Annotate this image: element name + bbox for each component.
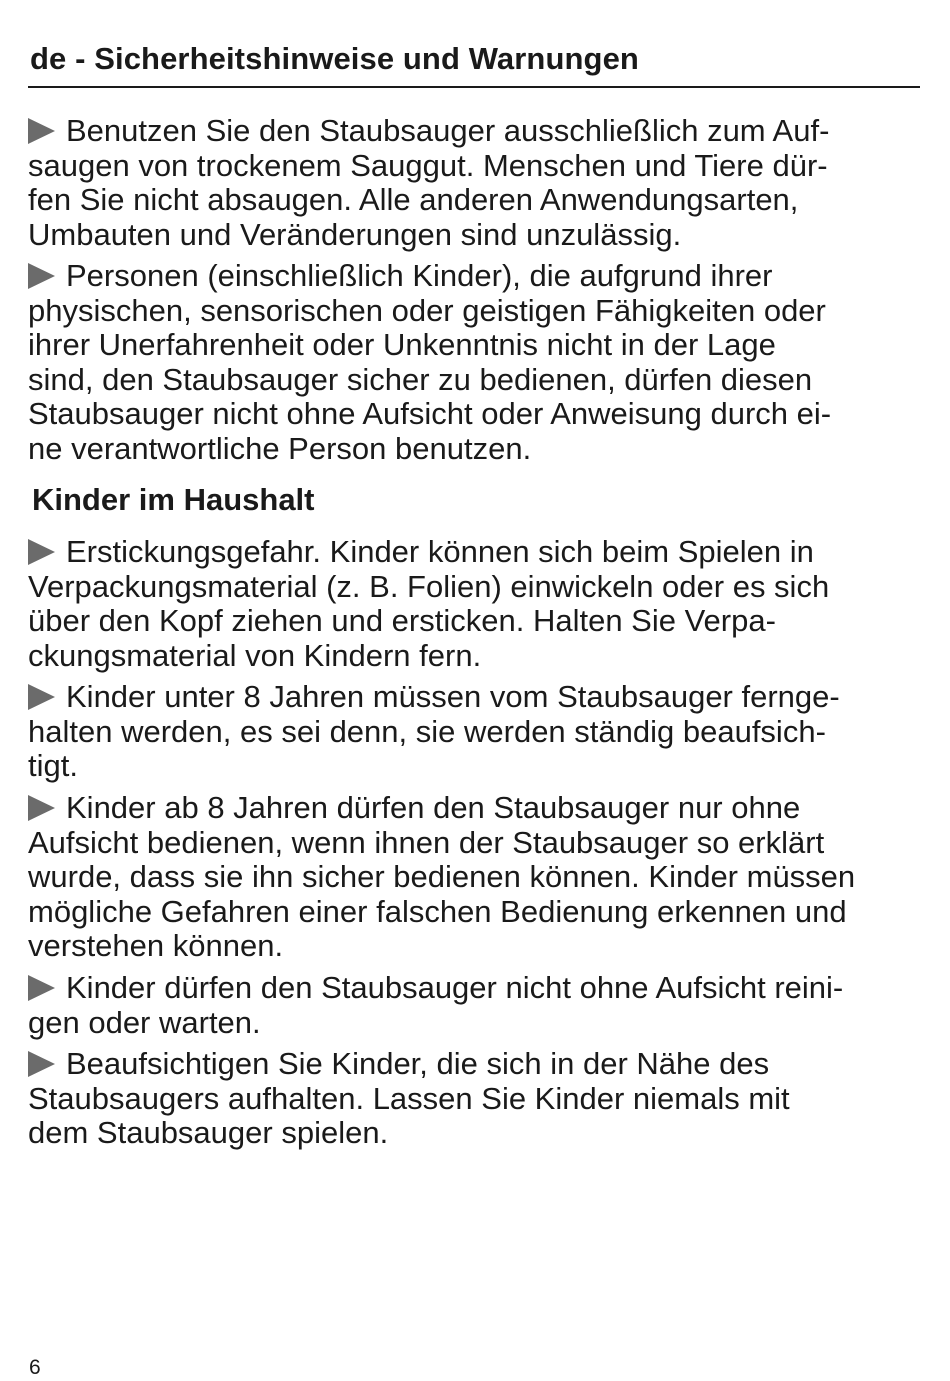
paragraph-line: Kinder ab 8 Jahren dürfen den Staubsauger nur ohne [28, 791, 920, 826]
paragraph-line: Beaufsichtigen Sie Kinder, die sich in der Nähe des [28, 1047, 920, 1082]
paragraph-line: sind, den Staubsauger sicher zu bedienen, dürfen diesen [28, 361, 813, 397]
safety-paragraph [28, 971, 920, 1040]
paragraph-line: Kinder dürfen den Staubsauger nicht ohne Aufsicht reini- [28, 971, 920, 1006]
safety-paragraph [28, 535, 920, 673]
safety-paragraph [28, 791, 920, 964]
safety-paragraph [28, 1047, 920, 1151]
page-title: de - Sicherheitshinweise und Warnungen [30, 41, 639, 76]
paragraph-line: über den Kopf ziehen und ersticken. Halten Sie Verpa- [28, 603, 776, 639]
paragraph-line: Kinder unter 8 Jahren müssen vom Staubsauger fernge- [28, 680, 920, 715]
paragraph-line: Umbauten und Veränderungen sind unzulässig. [28, 216, 682, 252]
triangle-right-icon [28, 684, 55, 710]
page-header [28, 38, 920, 88]
paragraph-line: verstehen können. [28, 928, 284, 964]
triangle-right-icon [28, 975, 55, 1001]
paragraph-line: Benutzen Sie den Staubsauger ausschließlich zum Auf- [28, 114, 920, 149]
paragraph-line: Erstickungsgefahr. Kinder können sich beim Spielen in [28, 535, 920, 570]
paragraph-line: Staubsaugers aufhalten. Lassen Sie Kinder niemals mit [28, 1080, 790, 1116]
triangle-right-icon [28, 539, 55, 565]
triangle-right-icon [28, 795, 55, 821]
safety-paragraph [28, 680, 920, 784]
paragraph-line: fen Sie nicht absaugen. Alle anderen Anwendungsarten, [28, 182, 799, 218]
paragraph-line: halten werden, es sei denn, sie werden ständig beaufsich- [28, 713, 826, 749]
paragraph-line: dem Staubsauger spielen. [28, 1115, 389, 1151]
paragraph-line: Staubsauger nicht ohne Aufsicht oder Anweisung durch ei- [28, 396, 832, 432]
paragraph-line: physischen, sensorischen oder geistigen Fähigkeiten oder [28, 292, 826, 328]
safety-paragraph [28, 114, 920, 252]
paragraph-line: ckungsmaterial von Kindern fern. [28, 637, 482, 673]
paragraph-line: gen oder warten. [28, 1004, 261, 1040]
paragraph-line: tigt. [28, 748, 78, 784]
page-number: 6 [29, 1356, 41, 1379]
paragraph-line: saugen von trockenem Sauggut. Menschen und Tiere dür- [28, 147, 828, 183]
triangle-right-icon [28, 263, 55, 289]
triangle-right-icon [28, 118, 55, 144]
paragraph-line: ne verantwortliche Person benutzen. [28, 430, 532, 466]
triangle-right-icon [28, 1051, 55, 1077]
paragraph-line: Aufsicht bedienen, wenn ihnen der Staubsauger so erklärt [28, 824, 825, 860]
paragraph-line: Verpackungsmaterial (z. B. Folien) einwickeln oder es sich [28, 568, 830, 604]
paragraph-line: mögliche Gefahren einer falschen Bedienung erkennen und [28, 893, 847, 929]
paragraph-line: ihrer Unerfahrenheit oder Unkenntnis nicht in der Lage [28, 327, 776, 363]
paragraph-line: Personen (einschließlich Kinder), die aufgrund ihrer [28, 259, 920, 294]
section-heading: Kinder im Haushalt [32, 482, 315, 517]
paragraph-line: wurde, dass sie ihn sicher bedienen können. Kinder müssen [28, 859, 856, 895]
safety-paragraph [28, 259, 920, 467]
